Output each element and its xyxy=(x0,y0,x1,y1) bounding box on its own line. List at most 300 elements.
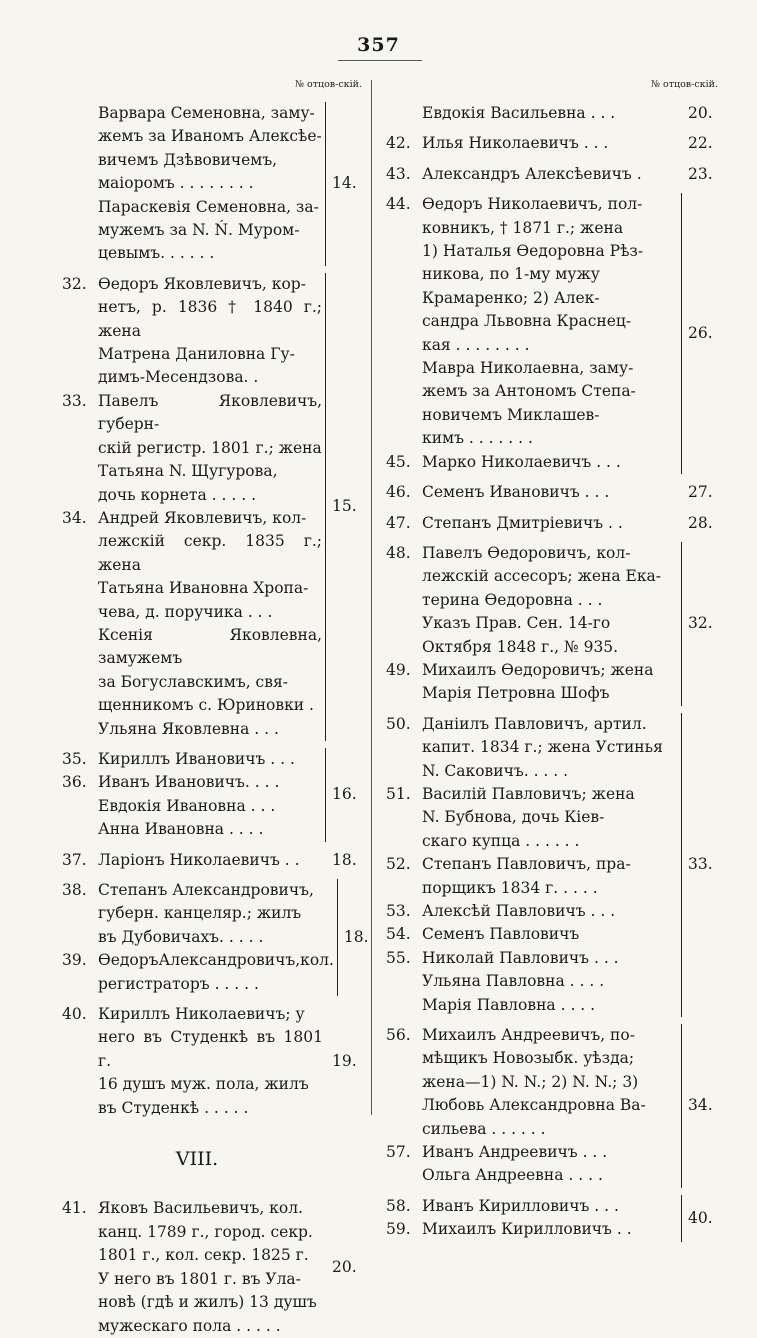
entry-number-blank xyxy=(62,577,98,600)
entry-line xyxy=(386,404,678,427)
entry-line xyxy=(386,900,678,923)
entry-line xyxy=(62,507,322,530)
entry-text: Кириллъ Ивановичъ . . . xyxy=(98,749,295,768)
entry-number-blank xyxy=(386,1118,422,1141)
entry-text: Марко Николаевичъ . . . xyxy=(422,452,621,471)
entry-line xyxy=(62,1003,323,1026)
entry-group xyxy=(386,102,724,125)
entry-line xyxy=(386,481,679,504)
entry-number: 55. xyxy=(386,948,411,967)
entry-text: порщикъ 1834 г. . . . . xyxy=(422,878,598,897)
entry-number-blank xyxy=(62,366,98,389)
entry-text: скій регистр. 1801 г.; жена xyxy=(98,438,322,457)
entry-text: скаго купца . . . . . . xyxy=(422,831,580,850)
entry-line xyxy=(386,512,679,535)
entry-text: Александръ Алексѣевичъ . xyxy=(422,164,642,183)
entry-number: 54. xyxy=(386,925,411,944)
group-items xyxy=(386,542,682,706)
entry-line xyxy=(386,1218,678,1241)
entry-text: 16 душъ муж. пола, жилъ xyxy=(98,1075,309,1094)
entry-text: Любовь Александровна Ва- xyxy=(422,1096,646,1115)
entry-text: новѣ (гдѣ и жилъ) 13 душъ xyxy=(98,1293,317,1312)
entry-number: 35. xyxy=(62,749,87,768)
entry-line xyxy=(62,366,322,389)
entry-line xyxy=(386,542,678,565)
entry-line xyxy=(62,1221,323,1244)
entry-text: Степанъ Александровичъ, xyxy=(98,881,314,899)
entry-group xyxy=(62,102,368,266)
entry-line xyxy=(386,1071,678,1094)
father-ref-number: 32. xyxy=(688,614,713,633)
entry-text: щенникомъ с. Юриновки . xyxy=(98,696,314,715)
entry-text: Даніилъ Павловичъ, артил. xyxy=(422,714,647,733)
entry-line xyxy=(386,334,678,357)
entry-number-blank xyxy=(386,1094,422,1117)
entry-number-blank xyxy=(62,1244,98,1267)
entry-text: мужескаго пола . . . . . xyxy=(98,1316,281,1335)
entry-group xyxy=(62,273,368,741)
entry-line xyxy=(62,694,322,717)
entry-number-blank xyxy=(62,1315,98,1338)
entry-line xyxy=(386,736,678,759)
entry-text: Алексѣй Павловичъ . . . xyxy=(422,902,616,920)
entry-line xyxy=(386,102,679,125)
entry-text: вичемъ Дзѣвовичемъ, xyxy=(98,150,278,169)
entry-line xyxy=(386,612,678,635)
entry-line xyxy=(386,451,678,474)
entry-line xyxy=(386,877,678,900)
entry-text: кая . . . . . . . . xyxy=(422,335,530,354)
entry-number: 46. xyxy=(386,483,411,502)
entry-line xyxy=(386,193,678,216)
entry-text: Иванъ Ивановичъ. . . . xyxy=(98,773,280,792)
entry-number-blank xyxy=(62,460,98,483)
entry-number: 53. xyxy=(386,902,411,920)
group-items xyxy=(386,1024,682,1188)
entry-line xyxy=(62,902,334,925)
entry-line xyxy=(386,380,678,403)
entry-text: Татьяна Ивановна Хропа- xyxy=(98,579,309,598)
entry-number-blank xyxy=(386,636,422,659)
entry-line xyxy=(386,1141,678,1164)
father-ref-number: 20. xyxy=(688,104,713,122)
entry-number-blank xyxy=(62,219,98,242)
entry-text: канц. 1789 г., город. секр. xyxy=(98,1222,313,1241)
entry-number-blank xyxy=(62,1026,98,1073)
entry-text: Ѳедоръ Яковлевичъ, кор- xyxy=(98,274,306,293)
entry-line xyxy=(62,1097,323,1120)
entry-line xyxy=(386,1094,678,1117)
father-ref-number: 22. xyxy=(688,134,713,153)
entry-text: новичемъ Миклашев- xyxy=(422,405,600,424)
group-items xyxy=(386,713,682,1017)
entry-text: N. Саковичъ. . . . . xyxy=(422,761,569,780)
entry-text: Степанъ Дмитріевичъ . . xyxy=(422,513,623,532)
entry-text: Иванъ Кирилловичъ . . . xyxy=(422,1196,619,1215)
entry-text: Михаилъ Андреевичъ, по- xyxy=(422,1026,635,1045)
entry-number-blank xyxy=(62,530,98,577)
entry-number-blank xyxy=(386,357,422,380)
entry-text: чева, д. поручика . . . xyxy=(98,602,273,621)
entry-text: въ Студенкѣ . . . . . xyxy=(98,1098,249,1117)
entry-text: лежскій секр. 1835 г.; жена xyxy=(98,532,322,574)
group-items xyxy=(62,102,326,266)
father-ref-number: 19. xyxy=(332,1051,357,1070)
entry-text: сандра Львовна Краснец- xyxy=(422,312,632,331)
entry-line xyxy=(386,636,678,659)
entry-number-blank xyxy=(62,718,98,741)
entry-number: 56. xyxy=(386,1026,411,1045)
entry-line xyxy=(386,1047,678,1070)
entry-line xyxy=(386,713,678,736)
entry-line xyxy=(62,818,322,841)
entry-number-blank xyxy=(62,196,98,219)
entry-number-blank xyxy=(386,102,422,125)
entry-line xyxy=(62,671,322,694)
entry-text: кимъ . . . . . . . xyxy=(422,429,533,448)
entry-line xyxy=(62,949,334,972)
entry-text: дочь корнета . . . . . xyxy=(98,485,257,504)
entry-line xyxy=(386,682,678,705)
entry-line xyxy=(386,132,679,155)
father-ref-number: 26. xyxy=(688,323,713,342)
entry-text: ковникъ, † 1871 г.; жена xyxy=(422,218,624,237)
father-ref-number: 33. xyxy=(688,855,713,874)
entry-number-blank xyxy=(62,671,98,694)
group-items xyxy=(62,273,326,741)
entry-line xyxy=(62,1268,323,1291)
entry-number-blank xyxy=(386,682,422,705)
entry-line xyxy=(386,565,678,588)
entry-line xyxy=(386,263,678,286)
entry-line xyxy=(386,970,678,993)
entry-text: ѲедоръАлександровичъ,кол. xyxy=(98,951,334,970)
entry-line xyxy=(62,296,322,343)
left-column xyxy=(62,79,369,1335)
entry-number-blank xyxy=(62,1221,98,1244)
entry-text: капит. 1834 г.; жена Устинья xyxy=(422,738,663,757)
entry-text: мѣщикъ Новозыбк. уѣзда; xyxy=(422,1049,635,1068)
entry-number-blank xyxy=(386,427,422,450)
entry-line xyxy=(62,795,322,818)
entry-text: лежскій ассесоръ; жена Ека- xyxy=(422,567,661,586)
entry-text: регистраторъ . . . . . xyxy=(98,974,259,993)
entry-line xyxy=(62,172,322,195)
entry-number-blank xyxy=(386,1164,422,1187)
entry-number: 51. xyxy=(386,784,411,803)
entry-number: 45. xyxy=(386,452,411,471)
entry-line xyxy=(386,923,678,946)
entry-text: жемъ за Иваномъ Алексѣе- xyxy=(98,127,322,146)
entry-number-blank xyxy=(62,926,98,949)
entry-number-blank xyxy=(386,1071,422,1094)
entry-group xyxy=(386,193,724,474)
group-items xyxy=(62,1003,326,1120)
column-divider xyxy=(371,80,372,1115)
entry-number-blank xyxy=(386,1047,422,1070)
entry-text: Ульяна Яковлевна . . . xyxy=(98,719,279,738)
father-ref-number: 34. xyxy=(688,1096,713,1115)
entry-line xyxy=(62,1244,323,1267)
entry-group xyxy=(62,849,368,872)
entry-number-blank xyxy=(386,380,422,403)
entry-number-blank xyxy=(386,287,422,310)
entry-text: 1801 г., кол. секр. 1825 г. xyxy=(98,1246,309,1265)
entry-text: жена—1) N. N.; 2) N. N.; 3) xyxy=(422,1072,639,1091)
entry-line xyxy=(62,926,334,949)
entry-text: Октября 1848 г., № 935. xyxy=(422,637,619,656)
entry-line xyxy=(386,1118,678,1141)
entry-number-blank xyxy=(62,125,98,148)
entry-number-blank xyxy=(386,760,422,783)
entry-text: маіоромъ . . . . . . . . xyxy=(98,174,254,193)
entry-number-blank xyxy=(386,970,422,993)
group-items xyxy=(386,163,682,186)
entry-number: 33. xyxy=(62,391,87,410)
entry-line xyxy=(386,806,678,829)
entry-text: Михаилъ Кирилловичъ . . xyxy=(422,1220,632,1239)
entry-text: нетъ, р. 1836 † 1840 г.; жена xyxy=(98,298,322,340)
entry-line xyxy=(62,601,322,624)
entry-line xyxy=(62,273,322,296)
entry-line xyxy=(386,589,678,612)
entry-number: 49. xyxy=(386,660,411,679)
entry-text: Матрена Даниловна Гу- xyxy=(98,345,295,364)
group-items xyxy=(62,879,338,996)
entry-line xyxy=(386,427,678,450)
entry-number-blank xyxy=(386,736,422,759)
entry-line xyxy=(62,484,322,507)
entry-text: Марія Петровна Шофъ xyxy=(422,684,610,703)
entry-line xyxy=(62,1291,323,1314)
entry-line xyxy=(386,659,678,682)
entry-text: Ульяна Павловна . . . . xyxy=(422,972,605,991)
entry-number: 41. xyxy=(62,1199,87,1218)
entry-text: Николай Павловичъ . . . xyxy=(422,948,619,967)
entry-line xyxy=(386,217,678,240)
entry-text: губерн. канцеляр.; жилъ xyxy=(98,904,302,923)
entry-text: Иванъ Андреевичъ . . . xyxy=(422,1143,608,1162)
entry-number-blank xyxy=(62,242,98,265)
section-heading: VIII. xyxy=(175,1148,219,1171)
entry-line xyxy=(386,1195,678,1218)
entry-number-blank xyxy=(386,994,422,1017)
entry-text: Семенъ Ивановичъ . . . xyxy=(422,483,610,502)
group-items xyxy=(62,849,326,872)
entry-group xyxy=(386,1024,724,1188)
entry-number: 40. xyxy=(62,1005,87,1024)
entry-text: N. Бубнова, дочь Кіев- xyxy=(422,808,605,827)
entry-number-blank xyxy=(62,484,98,507)
entry-group xyxy=(386,512,724,535)
entry-text: за Богуславскимъ, свя- xyxy=(98,672,288,691)
entry-number-blank xyxy=(386,240,422,263)
father-ref-number: 14. xyxy=(332,174,357,193)
entry-number-blank xyxy=(386,806,422,829)
entry-number-blank xyxy=(386,612,422,635)
entry-number-blank xyxy=(62,102,98,125)
entry-text: Параскевія Семеновна, за- xyxy=(98,197,319,216)
entry-line xyxy=(62,718,322,741)
entry-text: Ксенія Яковлевна, замужемъ xyxy=(98,625,322,668)
entry-line xyxy=(62,748,322,771)
group-items xyxy=(386,102,682,125)
entry-line xyxy=(386,357,678,380)
entry-line xyxy=(386,310,678,333)
entry-number: 32. xyxy=(62,274,87,293)
entry-number: 42. xyxy=(386,134,411,153)
entry-line xyxy=(62,390,322,437)
entry-line xyxy=(62,343,322,366)
entry-line xyxy=(62,530,322,577)
entry-text: Павелъ Ѳедоровичъ, кол- xyxy=(422,543,631,562)
entry-number-blank xyxy=(62,1097,98,1120)
entry-text: Крамаренко; 2) Алек- xyxy=(422,288,600,307)
entry-text: Степанъ Павловичъ, пра- xyxy=(422,855,631,874)
entry-number-blank xyxy=(62,1291,98,1314)
entry-text: Татьяна N. Щугурова, xyxy=(98,462,278,481)
entry-text: жемъ за Антономъ Степа- xyxy=(422,382,636,401)
entry-text: Евдокія Ивановна . . . xyxy=(98,796,276,815)
entry-line xyxy=(62,125,322,148)
entry-group xyxy=(386,481,724,504)
entry-text: Михаилъ Ѳедоровичъ; жена xyxy=(422,660,654,679)
entry-line xyxy=(386,287,678,310)
entry-line xyxy=(386,1164,678,1187)
entry-group xyxy=(386,132,724,155)
entry-number-blank xyxy=(386,589,422,612)
entry-number-blank xyxy=(386,334,422,357)
entry-text: Анна Ивановна . . . . xyxy=(98,820,264,839)
entry-number: 47. xyxy=(386,513,411,532)
group-items xyxy=(386,1195,682,1242)
entry-line xyxy=(62,577,322,600)
column-header: № отцов-скій. xyxy=(650,79,718,90)
entry-number: 36. xyxy=(62,773,87,792)
entry-number: 44. xyxy=(386,195,411,214)
entry-number-blank xyxy=(62,624,98,671)
entry-text: Яковъ Васильевичъ, кол. xyxy=(98,1199,303,1218)
father-ref-number: 15. xyxy=(332,497,357,516)
entry-line xyxy=(386,783,678,806)
entry-number-blank xyxy=(62,296,98,343)
entry-text: Андрей Яковлевичъ, кол- xyxy=(98,508,307,527)
entry-line xyxy=(62,849,323,872)
father-ref-number: 16. xyxy=(332,785,357,804)
entry-line xyxy=(62,460,322,483)
entry-number-blank xyxy=(62,694,98,717)
entry-group xyxy=(386,713,724,1017)
entry-group xyxy=(62,1003,368,1120)
entry-line xyxy=(62,437,322,460)
entry-text: Указъ Прав. Сен. 14-го xyxy=(422,614,611,633)
father-ref-number: 18. xyxy=(332,850,357,869)
entry-text: Мавра Николаевна, заму- xyxy=(422,359,634,378)
entry-line xyxy=(62,219,322,242)
entry-text: Варвара Семеновна, заму- xyxy=(98,104,315,122)
entry-line xyxy=(62,149,322,172)
entry-line xyxy=(62,1073,323,1096)
group-items xyxy=(62,1197,326,1337)
entry-line xyxy=(62,624,322,671)
entry-line xyxy=(386,1024,678,1047)
entry-number-blank xyxy=(386,830,422,853)
entry-number-blank xyxy=(62,818,98,841)
entry-line xyxy=(62,973,334,996)
entry-number-blank xyxy=(62,601,98,624)
entry-line xyxy=(386,994,678,1017)
entry-line xyxy=(62,1197,323,1220)
entry-line xyxy=(62,771,322,794)
entry-text: него въ Студенкѣ въ 1801 г. xyxy=(98,1028,323,1070)
entry-text: Евдокія Васильевна . . . xyxy=(422,104,616,122)
entry-line xyxy=(62,242,322,265)
entry-group xyxy=(62,879,368,996)
entry-number-blank xyxy=(62,437,98,460)
entry-number-blank xyxy=(62,795,98,818)
group-items xyxy=(386,132,682,155)
father-ref-number: 27. xyxy=(688,483,713,502)
entry-line xyxy=(386,947,678,970)
group-items xyxy=(386,512,682,535)
entry-number-blank xyxy=(62,973,98,996)
entry-group xyxy=(62,1197,368,1337)
entry-number: 43. xyxy=(386,164,411,183)
entry-text: Ольга Андреевна . . . . xyxy=(422,1166,603,1185)
entry-number-blank xyxy=(62,343,98,366)
entry-number-blank xyxy=(386,565,422,588)
entry-number-blank xyxy=(386,877,422,900)
entry-number-blank xyxy=(62,1073,98,1096)
group-items xyxy=(386,193,682,474)
entry-group xyxy=(386,1195,724,1242)
entry-number: 50. xyxy=(386,714,411,733)
entry-number: 39. xyxy=(62,951,87,970)
entry-number-blank xyxy=(386,217,422,240)
entry-number-blank xyxy=(386,310,422,333)
entry-text: Павелъ Яковлевичъ, губерн- xyxy=(98,391,322,434)
entry-number-blank xyxy=(62,149,98,172)
entry-number: 52. xyxy=(386,855,411,874)
entry-number: 57. xyxy=(386,1143,411,1162)
father-ref-number: 20. xyxy=(332,1257,357,1276)
entry-number: 37. xyxy=(62,850,87,869)
entry-line xyxy=(386,853,678,876)
entry-line xyxy=(62,1315,323,1338)
entry-line xyxy=(62,102,322,125)
entry-line xyxy=(62,196,322,219)
entry-number: 34. xyxy=(62,508,87,527)
page-number-rule xyxy=(338,60,422,61)
entry-number: 38. xyxy=(62,881,87,899)
father-ref-number: 18. xyxy=(343,927,369,946)
entry-line xyxy=(62,879,334,902)
entry-text: Василій Павловичъ; жена xyxy=(422,784,635,803)
entry-text: Илья Николаевичъ . . . xyxy=(422,134,609,153)
entry-line xyxy=(386,163,679,186)
entry-text: цевымъ. . . . . . xyxy=(98,244,215,263)
column-header: № отцов-скій. xyxy=(294,79,362,90)
entry-text: никова, по 1-му мужу xyxy=(422,265,600,284)
entry-text: У него въ 1801 г. въ Ула- xyxy=(98,1269,301,1288)
entry-text: 1) Наталья Ѳедоровна Рѣз- xyxy=(422,242,644,261)
entry-text: Семенъ Павловичъ xyxy=(422,925,580,944)
father-ref-number: 23. xyxy=(688,164,713,183)
entry-number-blank xyxy=(62,1268,98,1291)
group-items xyxy=(62,748,326,842)
entry-line xyxy=(386,760,678,783)
entry-group xyxy=(62,748,368,842)
